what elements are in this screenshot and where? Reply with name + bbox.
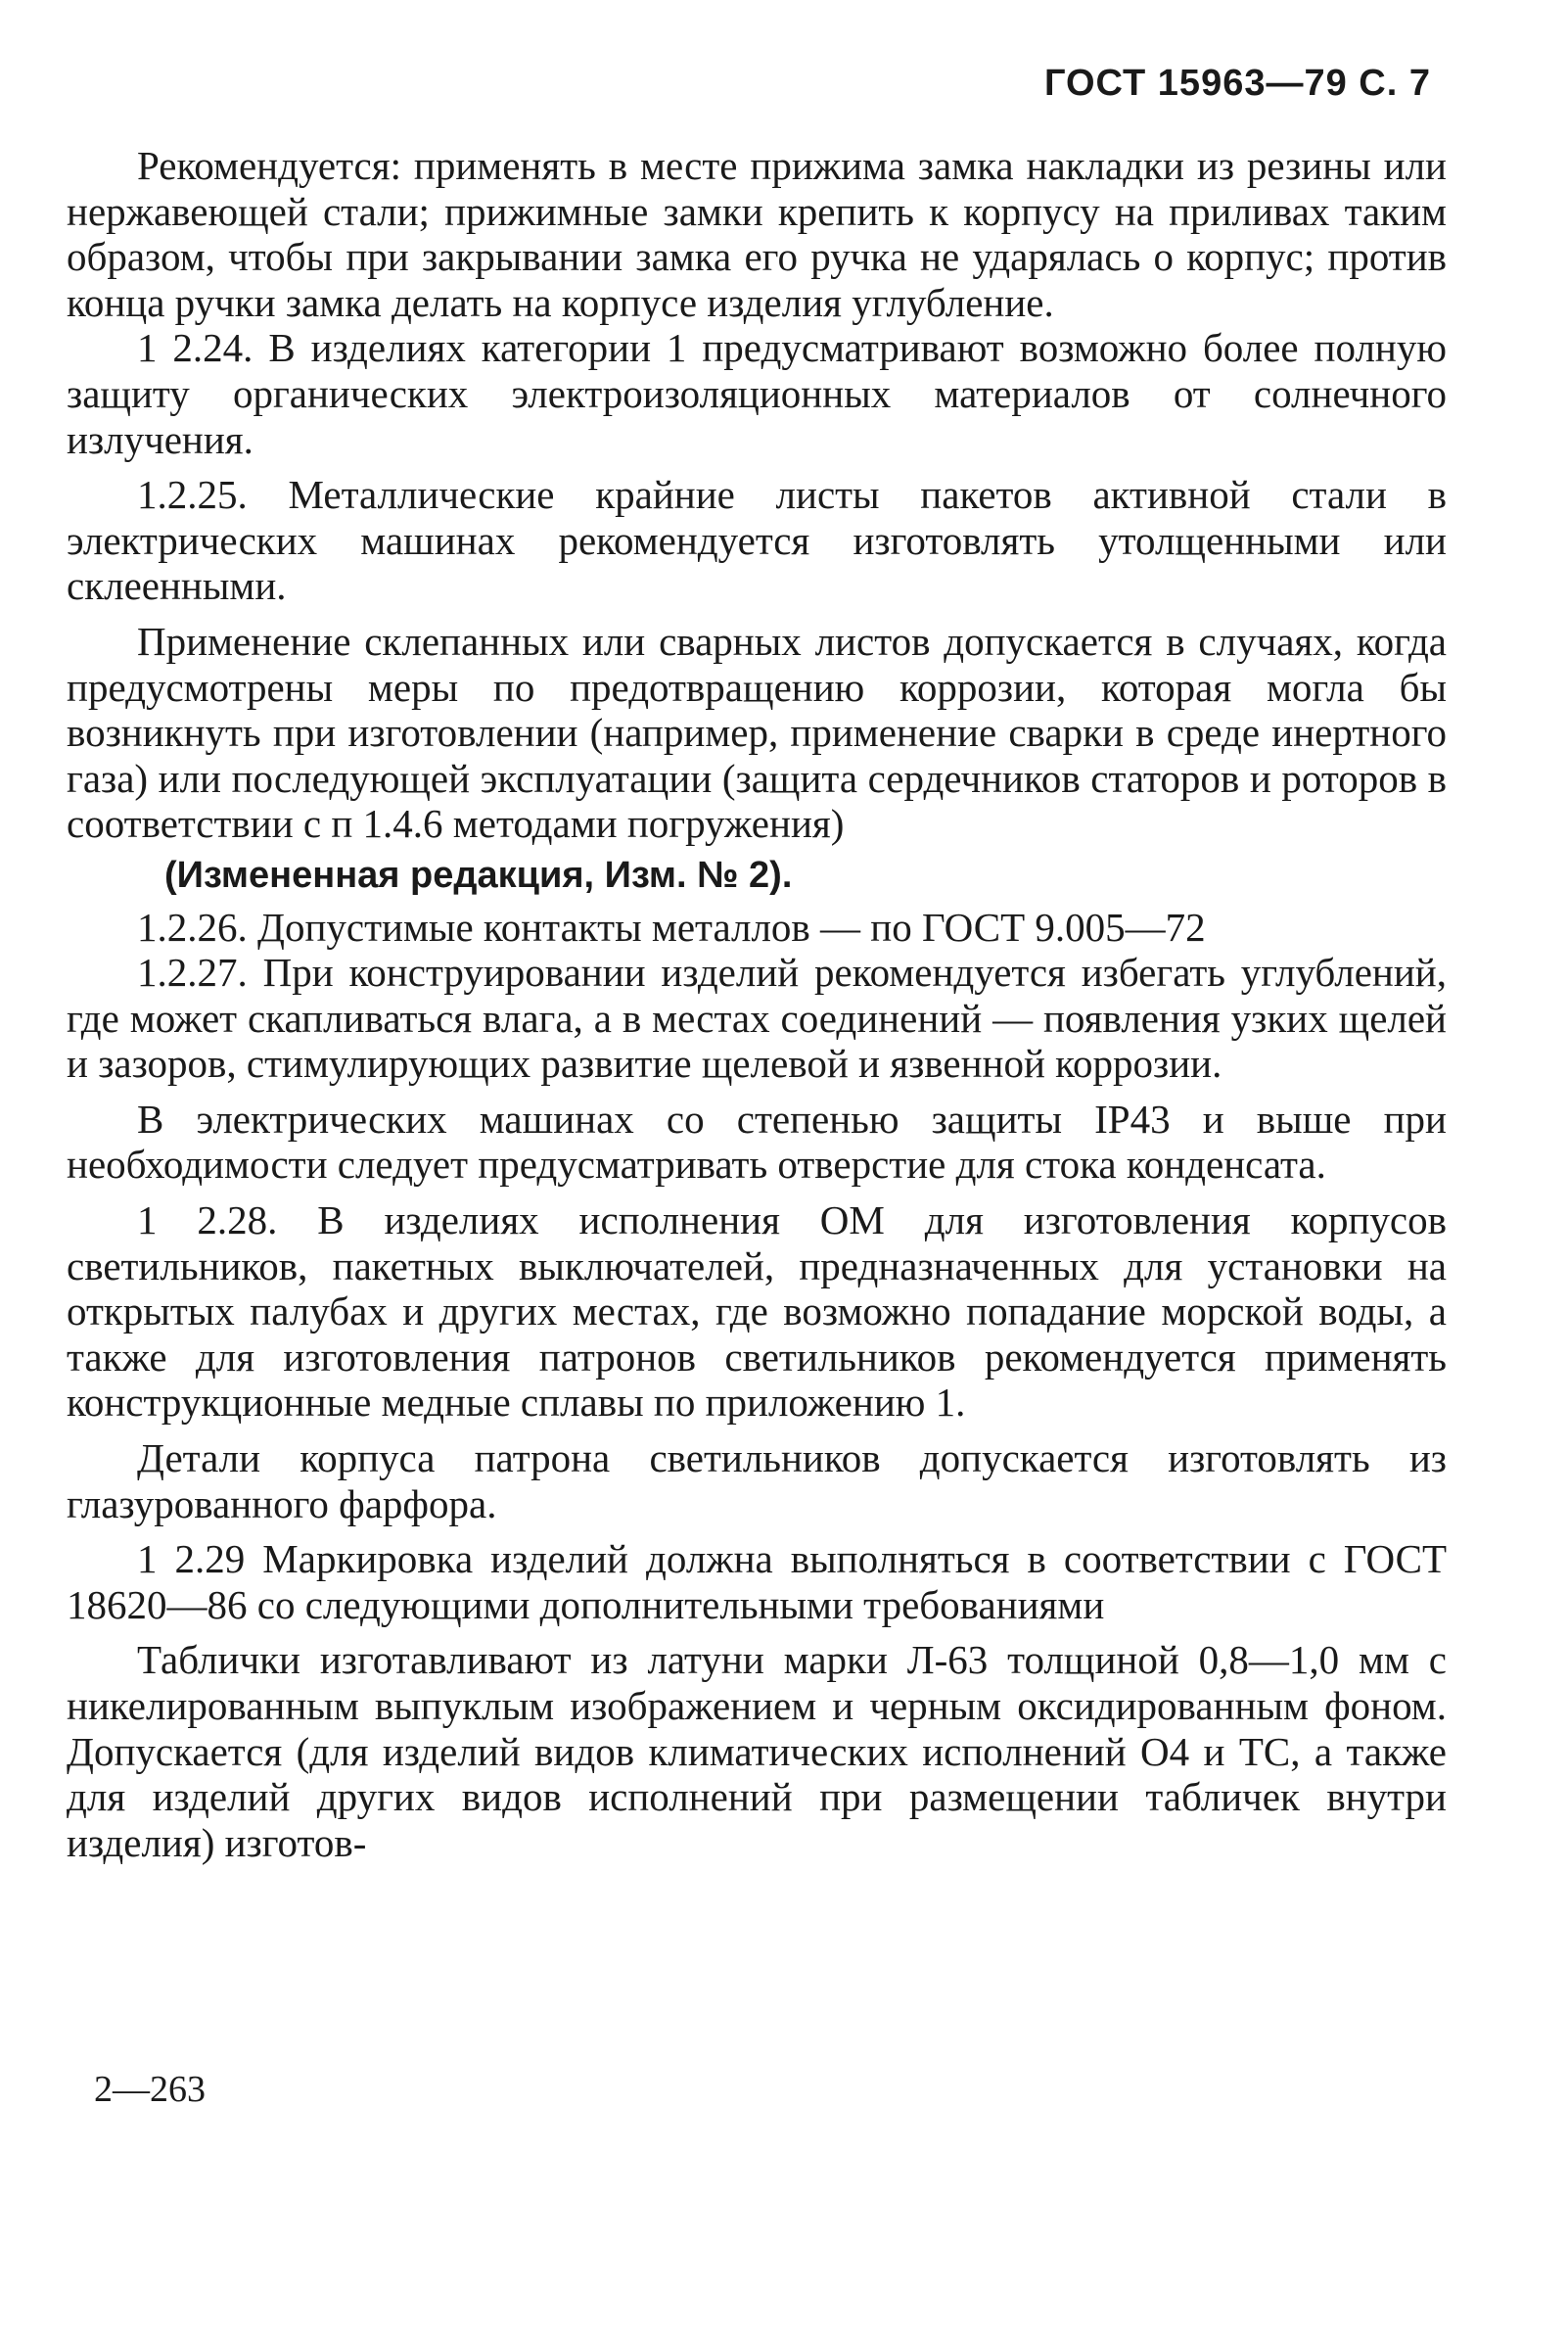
paragraph: Таблички изготавливают из латуни марки Л-63 толщиной 0,8—1,0 мм с никелированным выпуклым изображением и черным оксидированным фоном. Допускается (для изделий видов климатических исполнений О4 и ТС, а также для изделий других видов исполнений при размещении табличек внутри изделия) изготов- [67,1637,1447,1865]
paragraph: 1 2.28. В изделиях исполнения ОМ для изготовления корпусов светильников, пакетных выключателей, предназначенных для установки на открытых палубах и других местах, где возможно попадание морской воды, а также для изготовления патронов светильников рекомендуется применять конструкционные медные сплавы по приложению 1. [67,1197,1447,1426]
paragraph: В электрических машинах со степенью защиты IP43 и выше при необходимости следует предусматривать отверстие для стока конденсата. [67,1096,1447,1188]
paragraph: Детали корпуса патрона светильников допускается изготовлять из глазурованного фарфора. [67,1435,1447,1526]
amendment-note: (Измененная редакция, Изм. № 2). [164,854,793,896]
paragraph: 1 2.29 Маркировка изделий должна выполняться в соответствии с ГОСТ 18620—86 со следующими дополнительными требованиями [67,1536,1447,1627]
paragraph: 1.2.25. Металлические крайние листы пакетов активной стали в электрических машинах рекомендуется изготовлять утолщенными или склеенными. [67,472,1447,609]
paragraph: 1 2.24. В изделиях категории 1 предусматривают возможно более полную защиту органических электроизоляционных материалов от солнечного излучения. [67,325,1447,462]
document-body [67,143,1447,1865]
paragraph: Применение склепанных или сварных листов допускается в случаях, когда предусмотрены меры по предотвращению коррозии, которая могла бы возникнуть при изготовлении (например, применение сварки в среде инертного газа) или последующей эксплуатации (защита сердечников статоров и роторов в соответствии с п 1.4.6 методами погружения) [67,618,1447,847]
page-header: ГОСТ 15963—79 С. 7 [1043,63,1431,104]
paragraph: 1.2.27. При конструировании изделий рекомендуется избегать углублений, где может скапливаться влага, а в местах соединений — появления узких щелей и зазоров, стимулирующих развитие щелевой и язвенной коррозии. [67,950,1447,1087]
paragraph: 1.2.26. Допустимые контакты металлов — по ГОСТ 9.005—72 [137,904,1206,950]
page-footer-code: 2—263 [94,2069,206,2110]
paragraph: Рекомендуется: применять в месте прижима замка накладки из резины или нержавеющей стали; прижимные замки крепить к корпусу на приливах таким образом, чтобы при закрывании замка его ручка не ударялась о корпус; против конца ручки замка делать на корпусе изделия углубление. [67,143,1447,325]
